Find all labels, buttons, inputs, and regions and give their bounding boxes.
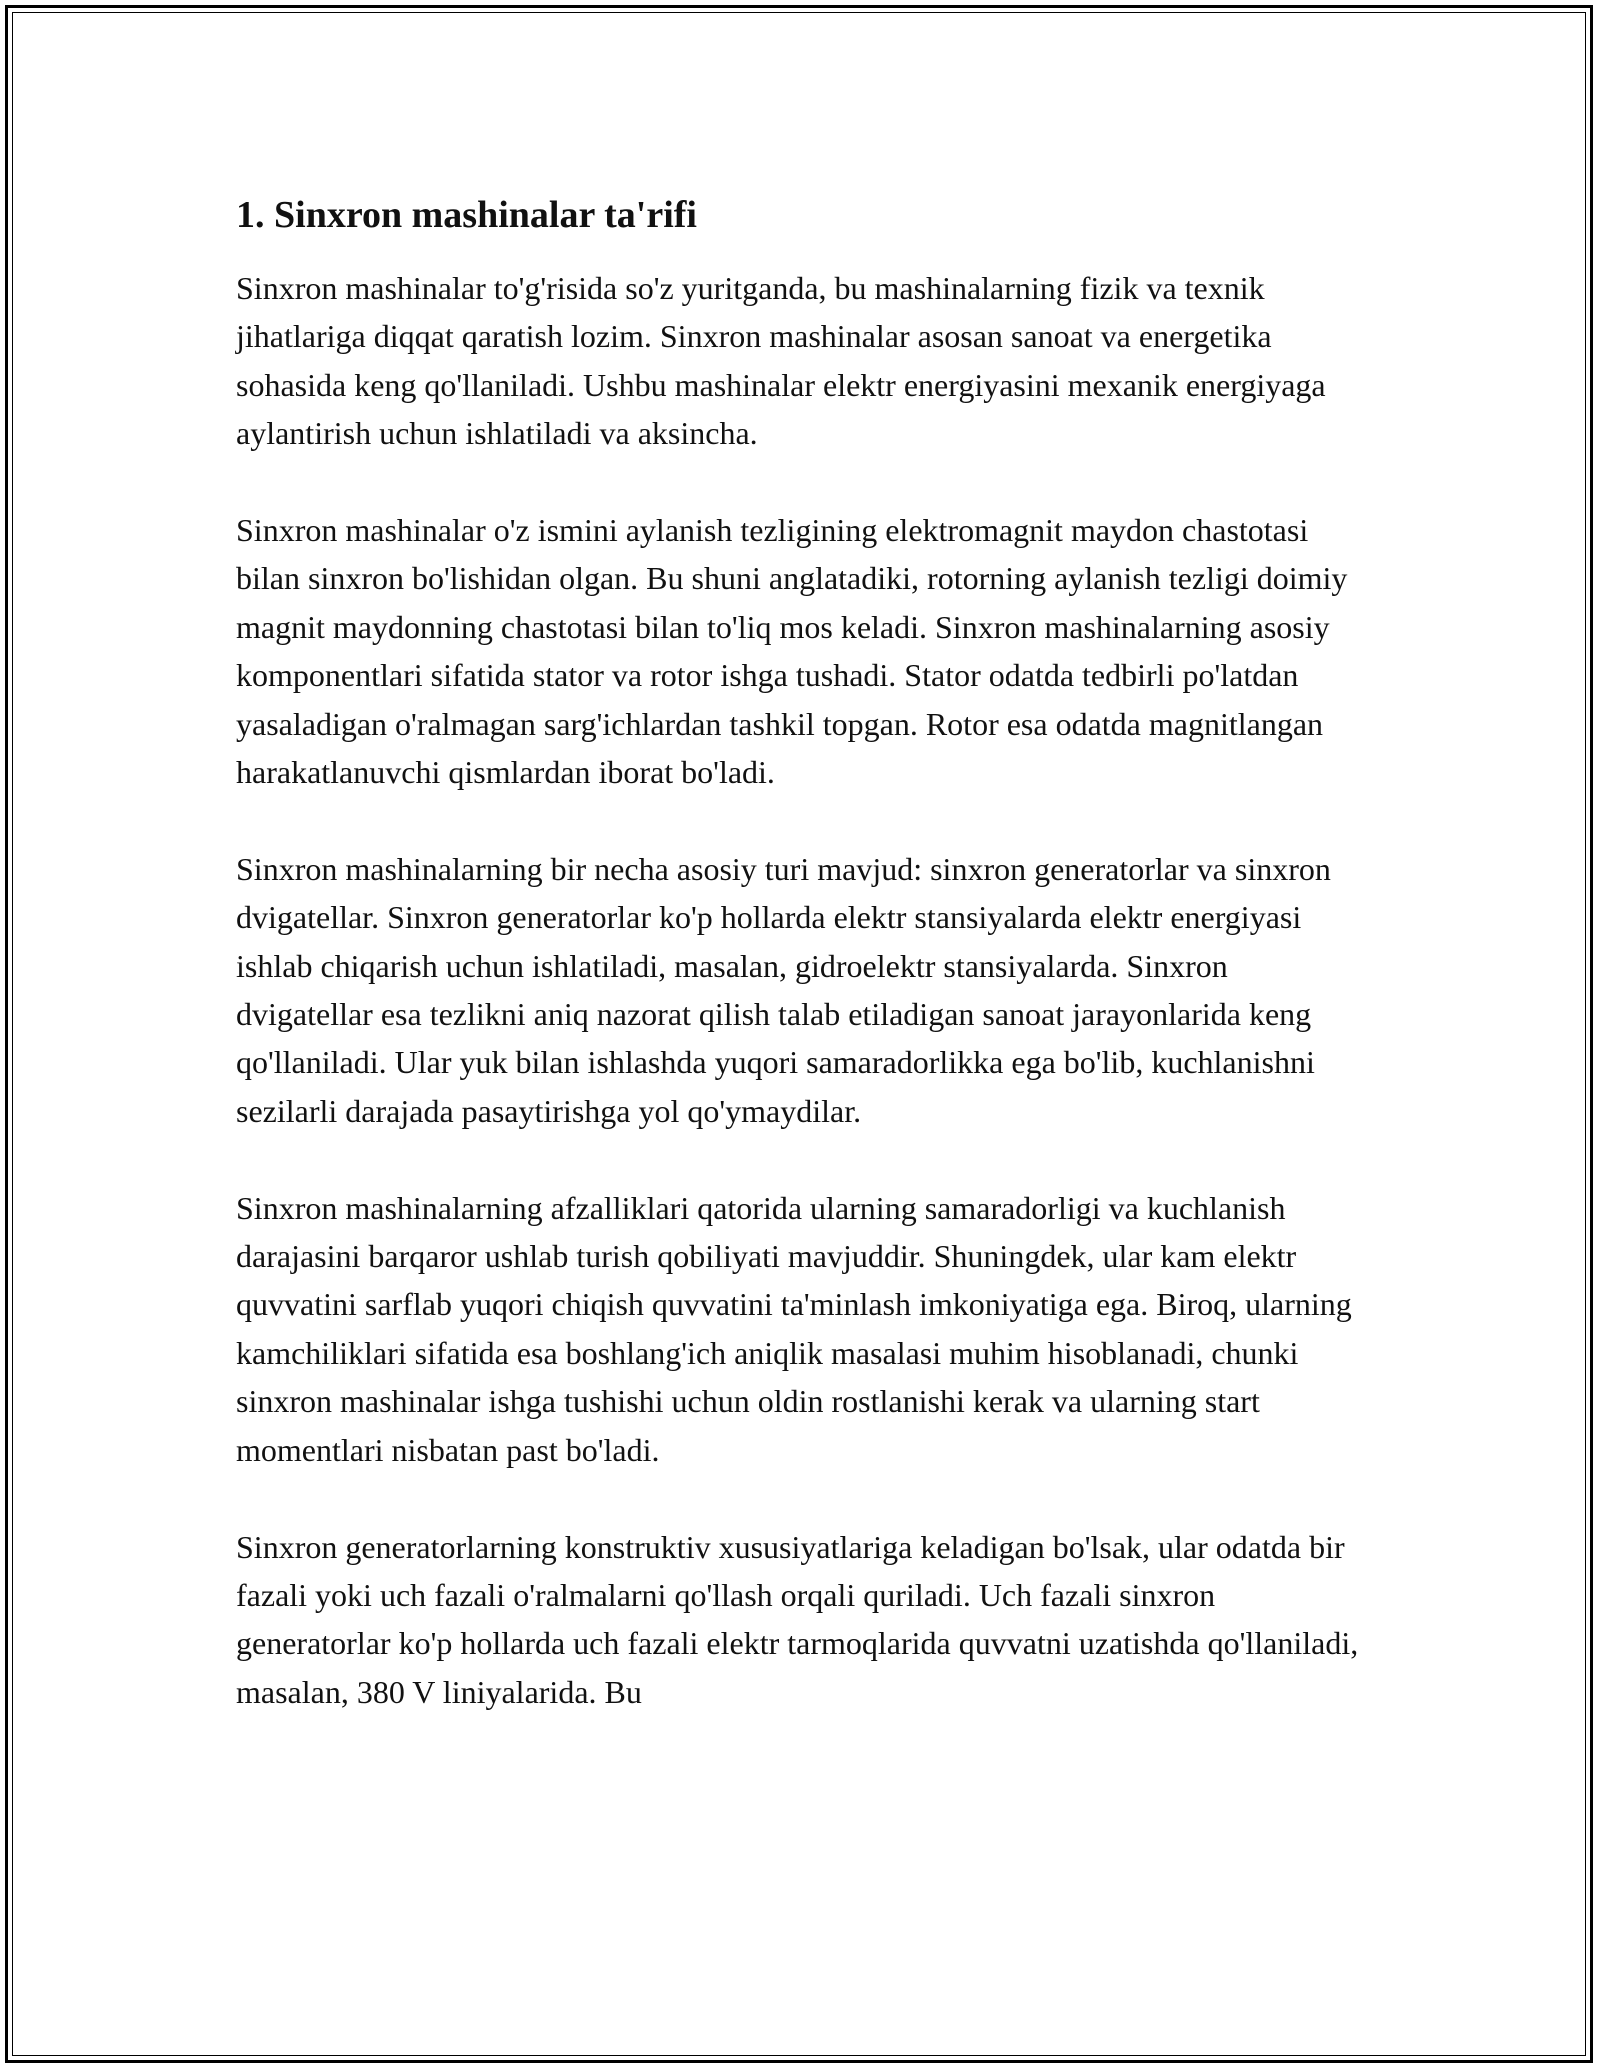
paragraph-2: Sinxron mashinalar o'z ismini aylanish tezligining elektromagnit maydon chastotasi bilan sinxron bo'lishidan olgan. Bu shuni anglatadiki, rotorning aylanish tezligi doimiy magnit maydonning chastotasi bilan to'liq mos keladi. Sinxron mashinalarning asosiy komponentlari sifatida stator va rotor ishga tushadi. Stator odatda tedbirli po'latdan yasaladigan o'ralmagan sarg'ichlardan tashkil topgan. Rotor esa odatda magnitlangan harakatlanuvchi qismlardan iborat bo'ladi. (236, 512, 1348, 791)
paragraph-4: Sinxron mashinalarning afzalliklari qatorida ularning samaradorligi va kuchlanish darajasini barqaror ushlab turish qobiliyati mavjuddir. Shuningdek, ular kam elektr quvvatini sarflab yuqori chiqish quvvatini ta'minlash imkoniyatiga ega. Biroq, ularning kamchiliklari sifatida esa boshlang'ich aniqlik masalasi muhim hisoblanadi, chunki sinxron mashinalar ishga tushishi uchun oldin rostlanishi kerak va ularning start momentlari nisbatan past bo'ladi. (236, 1189, 1352, 1468)
document-body (236, 188, 1368, 1765)
paragraph-1: Sinxron mashinalar to'g'risida so'z yuritganda, bu mashinalarning fizik va texnik jihatlariga diqqat qaratish lozim. Sinxron mashinalar asosan sanoat va energetika sohasida keng qo'llaniladi. Ushbu mashinalar elektr energiyasini mexanik energiyaga aylantirish uchun ishlatiladi va aksincha. (236, 270, 1326, 452)
paragraph-3: Sinxron mashinalarning bir necha asosiy turi mavjud: sinxron generatorlar va sinxron dvigatellar. Sinxron generatorlar ko'p hollarda elektr stansiyalarda elektr energiyasi ishlab chiqarish uchun ishlatiladi, masalan, gidroelektr stansiyalarda. Sinxron dvigatellar esa tezlikni aniq nazorat qilish talab etiladigan sanoat jarayonlarida keng qo'llaniladi. Ular yuk bilan ishlashda yuqori samaradorlikka ega bo'lib, kuchlanishni sezilarli darajada pasaytirishga yol qo'ymaydilar. (236, 850, 1331, 1129)
paragraph-5: Sinxron generatorlarning konstruktiv xususiyatlariga keladigan bo'lsak, ular odatda bir fazali yoki uch fazali o'ralmalarni qo'llash orqali quriladi. Uch fazali sinxron generatorlar ko'p hollarda uch fazali elektr tarmoqlarida quvvatni uzatishda qo'llaniladi, masalan, 380 V liniyalarida. Bu (236, 1528, 1359, 1710)
section-heading: 1. Sinxron mashinalar ta'rifi (236, 194, 697, 236)
